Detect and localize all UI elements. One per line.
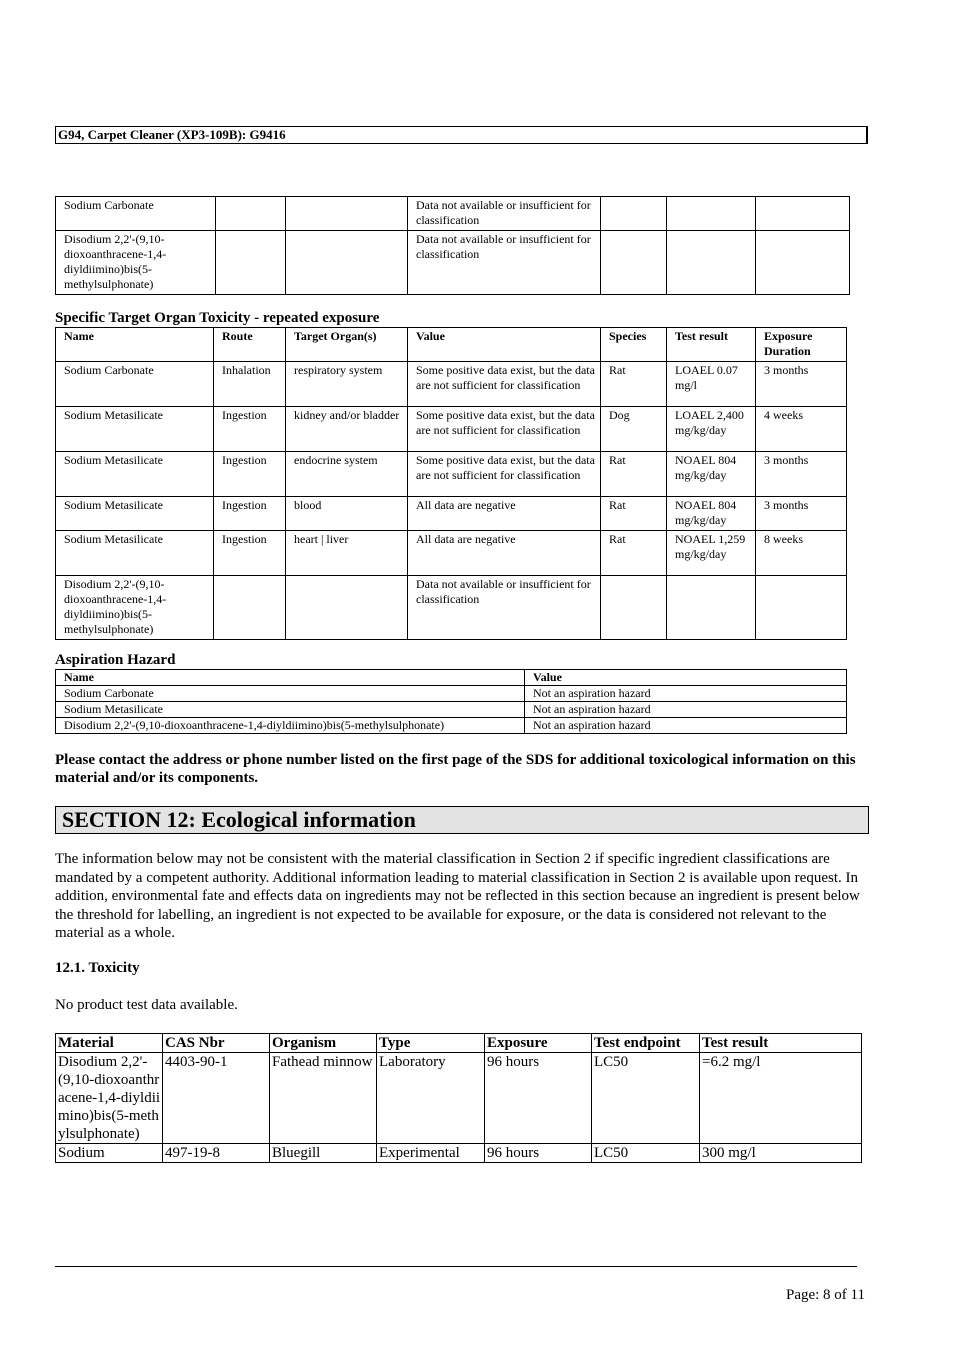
cell-value: Data not available or insufficient for classification	[408, 231, 601, 295]
cell-organ: respiratory system	[286, 362, 408, 407]
table-row	[56, 362, 847, 407]
table-row	[56, 531, 847, 576]
cell-species: Rat	[601, 362, 667, 407]
column-header: Test result	[700, 1034, 862, 1053]
cell-name: Sodium Metasilicate	[56, 702, 525, 718]
cell-exposure: 96 hours	[485, 1053, 592, 1144]
cell-organ: kidney and/or bladder	[286, 407, 408, 452]
cell-route: Ingestion	[214, 452, 286, 497]
cell-name: Sodium Metasilicate	[56, 452, 214, 497]
cell-test-result: NOAEL 804 mg/kg/day	[667, 497, 756, 531]
cell-name: Sodium Metasilicate	[56, 407, 214, 452]
cell-value: Some positive data exist, but the data are not sufficient for classification	[408, 452, 601, 497]
cell-organ	[286, 197, 408, 231]
cell-exposure: 3 months	[756, 362, 847, 407]
section-12-title	[55, 806, 869, 834]
table-row	[56, 452, 847, 497]
cell-material: Disodium 2,2'-(9,10-dioxoanthracene-1,4-diyldiimino)bis(5-methylsulphonate)	[56, 1053, 163, 1144]
cell-exposure	[756, 231, 850, 295]
cell-cas: 4403-90-1	[163, 1053, 270, 1144]
cell-name: Disodium 2,2'-(9,10-dioxoanthracene-1,4-diyldiimino)bis(5-methylsulphonate)	[56, 576, 214, 640]
column-header: CAS Nbr	[163, 1034, 270, 1053]
table-row	[56, 576, 847, 640]
column-header: Material	[56, 1034, 163, 1053]
footer-divider	[55, 1266, 857, 1267]
column-header: Name	[56, 328, 214, 362]
column-header: Exposure	[485, 1034, 592, 1053]
cell-route: Ingestion	[214, 407, 286, 452]
cell-organ: blood	[286, 497, 408, 531]
cell-endpoint: LC50	[592, 1053, 700, 1144]
cell-test-result: LOAEL 0.07 mg/l	[667, 362, 756, 407]
section-12-intro: The information below may not be consistent with the material classification in Section 2 if specific ingredient classifications are mandated by a competent authority. Additional information leading to material classification in Section 2 is available upon request. In addition, environmental fate and effects data on ingredients may not be reflected in this section because an ingredient is present below the threshold for labelling, an ingredient is not expected to be available for exposure, or the data is considered not relevant to the material as a whole.	[55, 851, 860, 942]
cell-type: Experimental	[377, 1144, 485, 1163]
cell-result: 300 mg/l	[700, 1144, 862, 1163]
no-data-note: No product test data available.	[55, 997, 238, 1013]
cell-species	[601, 231, 667, 295]
column-header: Exposure Duration	[756, 328, 847, 362]
cell-organ: heart | liver	[286, 531, 408, 576]
column-header: Type	[377, 1034, 485, 1053]
table-row	[56, 1144, 862, 1163]
cell-route: Ingestion	[214, 531, 286, 576]
contact-note: Please contact the address or phone number listed on the first page of the SDS for additional toxicological information on this material and/or its components.	[55, 752, 856, 786]
cell-value: Not an aspiration hazard	[525, 702, 847, 718]
cell-test-result	[667, 231, 756, 295]
cell-exposure	[756, 197, 850, 231]
table-header-row	[56, 670, 847, 686]
cell-exposure: 96 hours	[485, 1144, 592, 1163]
cell-organ	[286, 576, 408, 640]
cell-name: Sodium Carbonate	[56, 686, 525, 702]
stot-single-table	[55, 196, 850, 295]
column-header: Test endpoint	[592, 1034, 700, 1053]
table-row	[56, 1053, 862, 1144]
cell-test-result: NOAEL 804 mg/kg/day	[667, 452, 756, 497]
cell-value: Not an aspiration hazard	[525, 718, 847, 734]
cell-name: Sodium Carbonate	[56, 197, 216, 231]
ecotox-table	[55, 1033, 862, 1163]
cell-name: Sodium Metasilicate	[56, 531, 214, 576]
cell-test-result: NOAEL 1,259 mg/kg/day	[667, 531, 756, 576]
table-header-row	[56, 1034, 862, 1053]
table-header-row	[56, 328, 847, 362]
cell-test-result	[667, 197, 756, 231]
document-header	[55, 126, 868, 144]
cell-name: Sodium Carbonate	[56, 362, 214, 407]
table-row	[56, 702, 847, 718]
cell-type: Laboratory	[377, 1053, 485, 1144]
cell-route	[214, 576, 286, 640]
cell-material: Sodium	[56, 1144, 163, 1163]
stot-repeated-heading: Specific Target Organ Toxicity - repeated exposure	[55, 310, 380, 326]
cell-species: Rat	[601, 452, 667, 497]
cell-organ	[286, 231, 408, 295]
column-header: Species	[601, 328, 667, 362]
table-row	[56, 718, 847, 734]
aspiration-heading: Aspiration Hazard	[55, 652, 176, 668]
cell-value: Some positive data exist, but the data are not sufficient for classification	[408, 362, 601, 407]
cell-value: All data are negative	[408, 531, 601, 576]
section-title-text: SECTION 12: Ecological information	[62, 807, 416, 832]
document-title: G94, Carpet Cleaner (XP3-109B): G9416	[58, 127, 286, 142]
cell-value: Data not available or insufficient for classification	[408, 576, 601, 640]
cell-endpoint: LC50	[592, 1144, 700, 1163]
cell-test-result: LOAEL 2,400 mg/kg/day	[667, 407, 756, 452]
cell-species	[601, 197, 667, 231]
column-header: Test result	[667, 328, 756, 362]
cell-organ: endocrine system	[286, 452, 408, 497]
cell-cas: 497-19-8	[163, 1144, 270, 1163]
cell-species: Rat	[601, 531, 667, 576]
cell-route: Ingestion	[214, 497, 286, 531]
column-header: Organism	[270, 1034, 377, 1053]
cell-exposure: 4 weeks	[756, 407, 847, 452]
table-row	[56, 686, 847, 702]
cell-exposure: 8 weeks	[756, 531, 847, 576]
cell-name: Sodium Metasilicate	[56, 497, 214, 531]
cell-value: Data not available or insufficient for classification	[408, 197, 601, 231]
table-row	[56, 407, 847, 452]
cell-name: Disodium 2,2'-(9,10-dioxoanthracene-1,4-diyldiimino)bis(5-methylsulphonate)	[56, 718, 525, 734]
table-row	[56, 197, 850, 231]
column-header: Value	[408, 328, 601, 362]
stot-repeated-table	[55, 327, 847, 640]
cell-value: All data are negative	[408, 497, 601, 531]
column-header: Value	[525, 670, 847, 686]
column-header: Name	[56, 670, 525, 686]
cell-species: Rat	[601, 497, 667, 531]
cell-test-result	[667, 576, 756, 640]
cell-route: Inhalation	[214, 362, 286, 407]
cell-value: Some positive data exist, but the data are not sufficient for classification	[408, 407, 601, 452]
column-header: Route	[214, 328, 286, 362]
aspiration-table	[55, 669, 847, 734]
cell-exposure: 3 months	[756, 452, 847, 497]
cell-organism: Bluegill	[270, 1144, 377, 1163]
table-row	[56, 497, 847, 531]
cell-value: Not an aspiration hazard	[525, 686, 847, 702]
column-header: Target Organ(s)	[286, 328, 408, 362]
toxicity-heading: 12.1. Toxicity	[55, 960, 140, 976]
cell-result: =6.2 mg/l	[700, 1053, 862, 1144]
cell-exposure	[756, 576, 847, 640]
cell-route	[216, 197, 286, 231]
table-row	[56, 231, 850, 295]
cell-organism: Fathead minnow	[270, 1053, 377, 1144]
cell-exposure: 3 months	[756, 497, 847, 531]
cell-route	[216, 231, 286, 295]
page-number: Page: 8 of 11	[785, 1287, 865, 1303]
cell-species: Dog	[601, 407, 667, 452]
cell-name: Disodium 2,2'-(9,10-dioxoanthracene-1,4-diyldiimino)bis(5-methylsulphonate)	[56, 231, 216, 295]
cell-species	[601, 576, 667, 640]
